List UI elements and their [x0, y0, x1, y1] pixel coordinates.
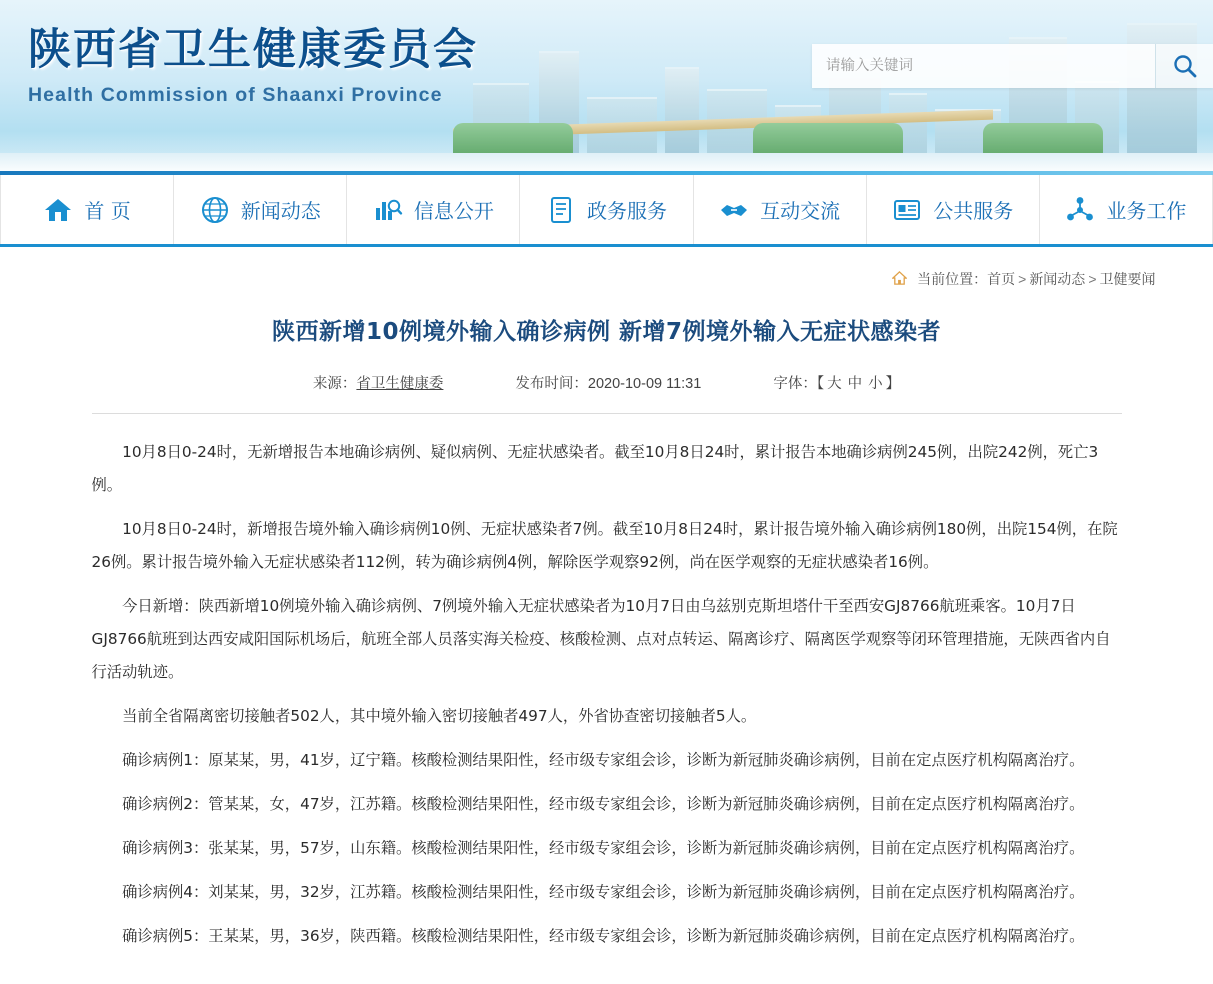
nav-label-gov-service: 政务服务 [586, 199, 667, 223]
nav-item-gov-service[interactable] [520, 175, 693, 244]
article-paragraph: 当前全省隔离密切接触者502人，其中境外输入密切接触者497人，外省协查密切接触者5人。 [122, 707, 757, 725]
search-button[interactable] [1155, 44, 1213, 88]
site-title-en: Health Commission of Shaanxi Province [28, 83, 443, 106]
breadcrumb-item-home[interactable]: 首页 [987, 271, 1016, 287]
article-paragraph: 确诊病例5：王某某，男，36岁，陕西籍。核酸检测结果阳性，经市级专家组会诊，诊断为新冠肺炎确诊病例，目前在定点医疗机构隔离治疗。 [122, 927, 1085, 945]
banner-accent-line [0, 171, 1213, 175]
id-card-icon [892, 195, 922, 225]
article-body [92, 436, 1122, 953]
article [82, 313, 1132, 953]
font-size-small[interactable]: 小 [868, 376, 883, 392]
font-size-label: 字体： [773, 376, 817, 392]
article-paragraph: 确诊病例4：刘某某，男，32岁，江苏籍。核酸检测结果阳性，经市级专家组会诊，诊断为新冠肺炎确诊病例，目前在定点医疗机构隔离治疗。 [122, 883, 1085, 901]
handshake-icon [719, 195, 749, 225]
font-bracket-left: 【 [816, 376, 825, 392]
font-bracket-right: 】 [885, 376, 901, 392]
article-paragraph: 10月8日0-24时，无新增报告本地确诊病例、疑似病例、无症状感染者。截至10月8日24时，累计报告本地确诊病例245例，出院242例，死亡3例。 [91, 443, 1099, 494]
nav-item-info-disclosure[interactable] [347, 175, 520, 244]
site-logo[interactable] [28, 24, 478, 107]
breadcrumb-separator-1: > [1018, 271, 1027, 287]
nav-label-info-disclosure: 信息公开 [413, 199, 494, 223]
site-banner [0, 0, 1213, 175]
nav-label-business-work: 业务工作 [1106, 199, 1187, 223]
main-navigation[interactable] [0, 175, 1213, 247]
article-publish-value: 2020-10-09 11:31 [587, 376, 702, 392]
site-title-cn: 陕西省卫生健康委员会 [28, 25, 478, 75]
breadcrumb-label: 当前位置： [917, 271, 988, 287]
meta-divider [92, 413, 1122, 414]
font-size-medium[interactable]: 中 [847, 376, 863, 392]
nav-item-news[interactable] [174, 175, 347, 244]
page-content [0, 247, 1213, 984]
article-paragraph: 10月8日0-24时，新增报告境外输入确诊病例10例、无症状感染者7例。截至10月8日24时，累计报告境外输入确诊病例180例，出院154例，在院26例。累计报告境外输入无症状感染者112例，转为确诊病例4例，解除医学观察92例，尚在医学观察的无症状感染者16例。 [91, 520, 1118, 571]
breadcrumb-item-current[interactable]: 卫健要闻 [1099, 271, 1156, 287]
article-paragraph: 确诊病例2：管某某，女，47岁，江苏籍。核酸检测结果阳性，经市级专家组会诊，诊断为新冠肺炎确诊病例，目前在定点医疗机构隔离治疗。 [122, 795, 1085, 813]
search-icon [1172, 53, 1198, 79]
house-icon [892, 271, 907, 289]
home-icon [43, 195, 73, 225]
page-title: 陕西新增10例境外输入确诊病例 新增7例境外输入无症状感染者 [271, 319, 942, 345]
nav-item-home[interactable] [0, 175, 174, 244]
article-paragraph: 今日新增：陕西新增10例境外输入确诊病例、7例境外输入无症状感染者为10月7日由乌兹别克斯坦塔什干至西安GJ8766航班乘客。10月7日GJ8766航班到达西安咸阳国际机场后，航班全部人员落实海关检疫、核酸检测、点对点转运、隔离诊疗、隔离医学观察等闭环管理措施，无陕西省内自行活动轨迹。 [91, 597, 1111, 681]
font-size-large[interactable]: 大 [827, 376, 842, 392]
article-publish-time [515, 372, 701, 393]
nav-label-news: 新闻动态 [240, 199, 321, 223]
nav-label-home: 首 页 [84, 199, 131, 223]
breadcrumb-separator-2: > [1088, 271, 1097, 287]
article-source-label: 来源： [312, 376, 357, 392]
nav-item-business-work[interactable] [1040, 175, 1213, 244]
nav-label-public-service: 公共服务 [933, 199, 1014, 223]
article-publish-label: 发布时间： [515, 376, 588, 392]
network-icon [1065, 195, 1095, 225]
breadcrumb-item-news[interactable]: 新闻动态 [1029, 271, 1086, 287]
nav-item-interaction[interactable] [694, 175, 867, 244]
article-meta [92, 372, 1122, 407]
font-size-switcher[interactable] [773, 372, 900, 393]
site-search[interactable] [812, 44, 1213, 88]
nav-label-interaction: 互动交流 [760, 199, 841, 223]
breadcrumb [36, 247, 1178, 295]
article-paragraph: 确诊病例1：原某某，男，41岁，辽宁籍。核酸检测结果阳性，经市级专家组会诊，诊断为新冠肺炎确诊病例，目前在定点医疗机构隔离治疗。 [122, 751, 1085, 769]
nav-item-public-service[interactable] [867, 175, 1040, 244]
globe-icon [200, 195, 230, 225]
search-input[interactable] [812, 44, 1155, 88]
chart-search-icon [373, 195, 403, 225]
article-source-value[interactable]: 省卫生健康委 [356, 376, 444, 392]
article-source [313, 372, 444, 393]
document-icon [546, 195, 576, 225]
article-paragraph: 确诊病例3：张某某，男，57岁，山东籍。核酸检测结果阳性，经市级专家组会诊，诊断为新冠肺炎确诊病例，目前在定点医疗机构隔离治疗。 [122, 839, 1085, 857]
